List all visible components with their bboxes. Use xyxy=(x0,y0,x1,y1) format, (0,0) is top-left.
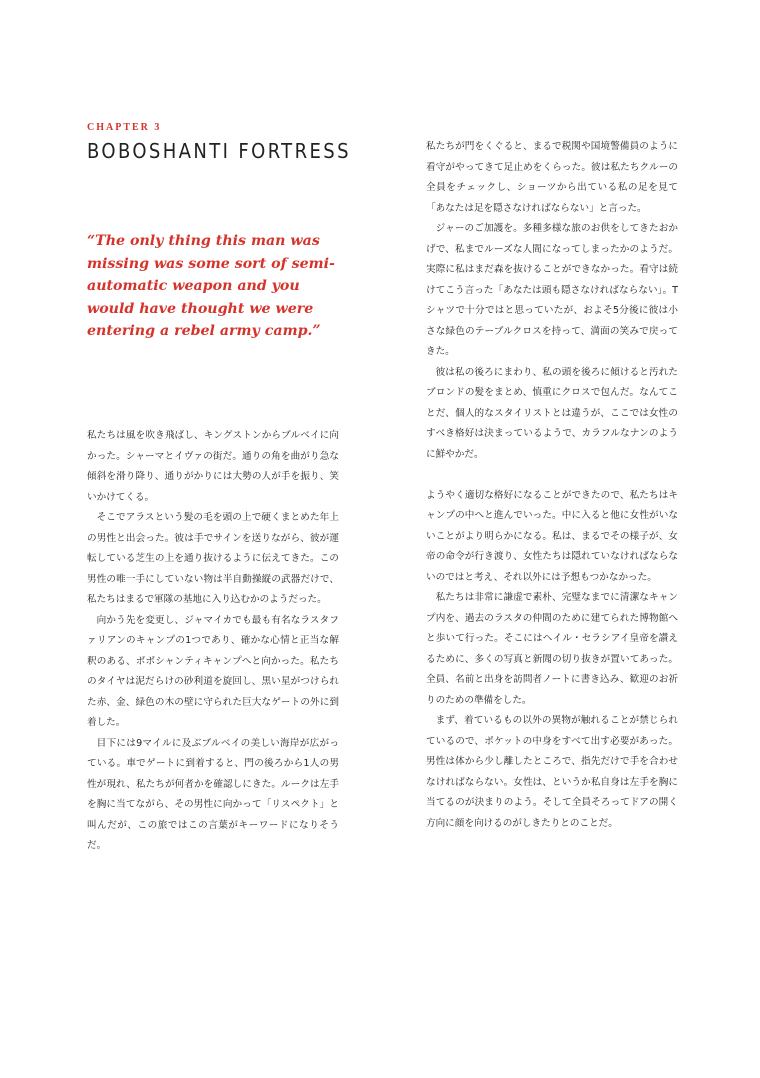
body-paragraph: 私たちは風を吹き飛ばし、キングストンからブルベイに向かった。シャーマとイヴァの街だ。通りの角を曲がり急な傾斜を滑り降り、通りがかりには大勢の人が手を振り、笑いかけてくる。 xyxy=(87,430,339,503)
pull-quote-line: automatic weapon and you xyxy=(87,278,300,294)
chapter-label: CHAPTER 3 xyxy=(87,122,162,133)
body-paragraph: ようやく適切な格好になることができたので、私たちはキャンプの中へと進んでいった。中に入ると他に女性がいないことがより明らかになる。私は、まるでその様子が、女帝の命令が行き渡り、女性たちは隠れていなければならないのではと考え、それ以外には予想もつかなかった。 xyxy=(426,489,678,583)
pull-quote-line: “The only thing this man was xyxy=(87,233,320,249)
pull-quote xyxy=(87,230,337,343)
body-paragraph: まず、着ているもの以外の異物が触れることが禁じられているので、ポケットの中身をすべて出す必要があった。男性は体から少し離したところで、指先だけで手を合わせなければならない。女性は、というか私自身は左手を胸に当てるのが決まりのよう。そして全員そろってドアの開く方向に顔を向けるのがしきたりとのことだ。 xyxy=(426,715,678,829)
body-paragraph: ジャーのご加護を。多種多様な旅のお供をしてきたおかげで、私までルーズな人間になってしまったかのようだ。実際に私はまだ森を抜けることができなかった。看守は続けてこう言った「あなたは頭も隠さなければならない」。Tシャツで十分ではと思っていたが、およそ5分後に彼は小さな緑色のテーブルクロスを持って、満面の笑みで戻ってきた。 xyxy=(426,223,678,357)
body-paragraph: 目下には9マイルに及ぶブルベイの美しい海岸が広がっている。車でゲートに到着すると、門の後ろから1人の男性が現れ、私たちが何者かを確認しにきた。ルークは左手を胸に当てながら、その男性に向かって「リスペクト」と叫んだが、この旅ではこの言葉がキーワードになりそうだ。 xyxy=(87,737,339,851)
body-paragraph: 向かう先を変更し、ジャマイカでも最も有名なラスタファリアンのキャンプの1つであり、確かな心情と正当な解釈のある、ボボシャンティキャンプへと向かった。私たちのタイヤは泥だらけの砂利道を旋回し、黒い星がつけられた赤、金、緑色の木の壁に守られた巨大なゲートの外に到着した。 xyxy=(87,614,339,728)
body-paragraph: 私たちが門をくぐると、まるで税関や国境警備員のように看守がやってきて足止めをくらった。彼は私たちクルーの全員をチェックし、ショーツから出ている私の足を見て「あなたは足を隠さなければならない」と言った。 xyxy=(426,141,678,214)
right-column xyxy=(426,137,678,834)
body-paragraph: 私たちは非常に謙虚で素朴、完璧なまでに清潔なキャンプ内を、過去のラスタの仲間のために建てられた博物館へと歩いて行った。そこにはヘイル・セラシアイ皇帝を讃えるために、多くの写真と新聞の切り抜きが置いてあった。全員、名前と出身を訪問者ノートに書き込み、歓迎のお祈りのための準備をした。 xyxy=(426,592,678,706)
pull-quote-line: missing was some sort of semi- xyxy=(87,255,335,272)
paragraph-gap xyxy=(426,465,678,486)
chapter-title: BOBOSHANTI FORTRESS xyxy=(87,139,351,163)
body-paragraph: 彼は私の後ろにまわり、私の頭を後ろに傾けると汚れたブロンドの髪をまとめ、慎重にクロスで包んだ。なんてことだ、個人的なスタイリストとは違うが、ここでは女性のすべき格好は決まっているようで、カラフルなナンのように鮮やかだ。 xyxy=(426,366,678,460)
body-paragraph: そこでアラスという髪の毛を頭の上で硬くまとめた年上の男性と出会った。彼は手でサインを送りながら、彼が運転している芝生の上を通り抜けるように伝えてきた。この男性の唯一手にしていない物は半自動操縦の武器だけで、私たちはまるで軍隊の基地に入り込むかのようだった。 xyxy=(87,512,339,605)
pull-quote-line: entering a rebel army camp.” xyxy=(87,323,321,339)
pull-quote-line: would have thought we were xyxy=(87,300,314,317)
left-column xyxy=(87,426,339,857)
